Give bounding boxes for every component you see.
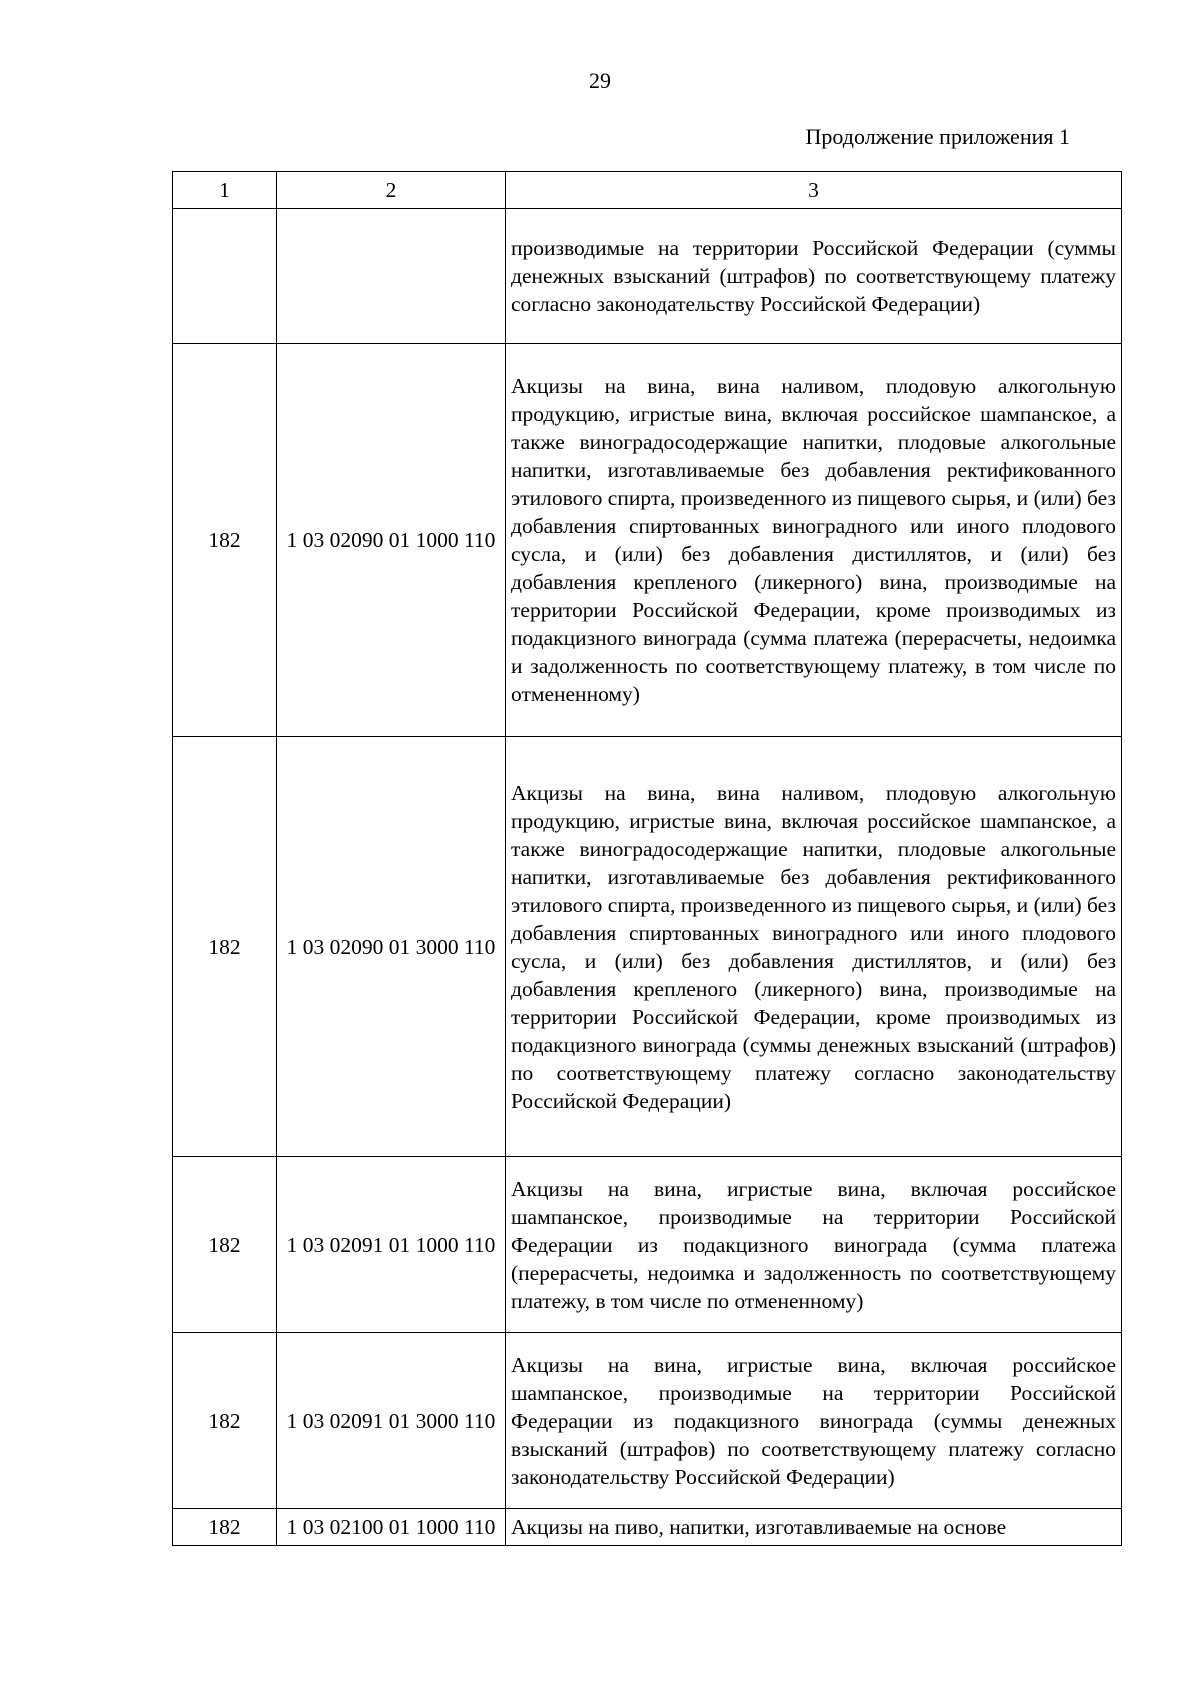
column-header-2: 2 [277,172,506,209]
kbk-code-cell: 1 03 02090 01 1000 110 [277,344,506,737]
admin-code-cell: 182 [173,344,277,737]
admin-code-cell: 182 [173,1333,277,1509]
kbk-code-cell: 1 03 02100 01 1000 110 [277,1509,506,1546]
table-row [173,737,1122,1157]
column-header-3: 3 [506,172,1122,209]
admin-code-cell [173,209,277,344]
description-cell: Акцизы на вина, вина наливом, плодовую алкогольную продукцию, игристые вина, включая российское шампанское, а также виноградосодержащие напитки, плодовые алкогольные напитки, изготавливаемые без добавления ректификованного этилового спирта, произведенного из пищевого сырья, и (или) без добавления спиртованных виноградного или иного плодового сусла, и (или) без добавления дистиллятов, и (или) без добавления крепленого (ликерного) вина, производимые на территории Российской Федерации, кроме производимых из подакцизного винограда (суммы денежных взысканий (штрафов) по соответствующему платежу согласно законодательству Российской Федерации) [506,737,1122,1157]
column-header-1: 1 [173,172,277,209]
continuation-label: Продолжение приложения 1 [805,124,1070,149]
admin-code-cell: 182 [173,1157,277,1333]
description-cell: производимые на территории Российской Федерации (суммы денежных взысканий (штрафов) по соответствующему платежу согласно законодательству Российской Федерации) [506,209,1122,344]
table-row [173,344,1122,737]
kbk-code-cell: 1 03 02091 01 1000 110 [277,1157,506,1333]
table-row [173,1509,1122,1546]
admin-code-cell: 182 [173,1509,277,1546]
table-row [173,1157,1122,1333]
table-row [173,209,1122,344]
table-row [173,1333,1122,1509]
kbk-code-cell: 1 03 02091 01 3000 110 [277,1333,506,1509]
description-cell: Акцизы на вина, игристые вина, включая российское шампанское, производимые на территории Российской Федерации из подакцизного винограда (суммы денежных взысканий (штрафов) по соответствующему платежу согласно законодательству Российской Федерации) [506,1333,1122,1509]
admin-code-cell: 182 [173,737,277,1157]
revenue-codes-table [172,171,1122,1546]
page-number: 29 [589,68,611,93]
description-cell: Акцизы на вина, игристые вина, включая российское шампанское, производимые на территории Российской Федерации из подакцизного винограда (сумма платежа (перерасчеты, недоимка и задолженность по соответствующему платежу, в том числе по отмененному) [506,1157,1122,1333]
table-header-row [173,172,1122,209]
description-cell: Акцизы на вина, вина наливом, плодовую алкогольную продукцию, игристые вина, включая российское шампанское, а также виноградосодержащие напитки, плодовые алкогольные напитки, изготавливаемые без добавления ректификованного этилового спирта, произведенного из пищевого сырья, и (или) без добавления спиртованных виноградного или иного плодового сусла, и (или) без добавления дистиллятов, и (или) без добавления крепленого (ликерного) вина, производимые на территории Российской Федерации, кроме производимых из подакцизного винограда (сумма платежа (перерасчеты, недоимка и задолженность по соответствующему платежу, в том числе по отмененному) [506,344,1122,737]
kbk-code-cell: 1 03 02090 01 3000 110 [277,737,506,1157]
kbk-code-cell [277,209,506,344]
description-cell: Акцизы на пиво, напитки, изготавливаемые на основе [506,1509,1122,1546]
